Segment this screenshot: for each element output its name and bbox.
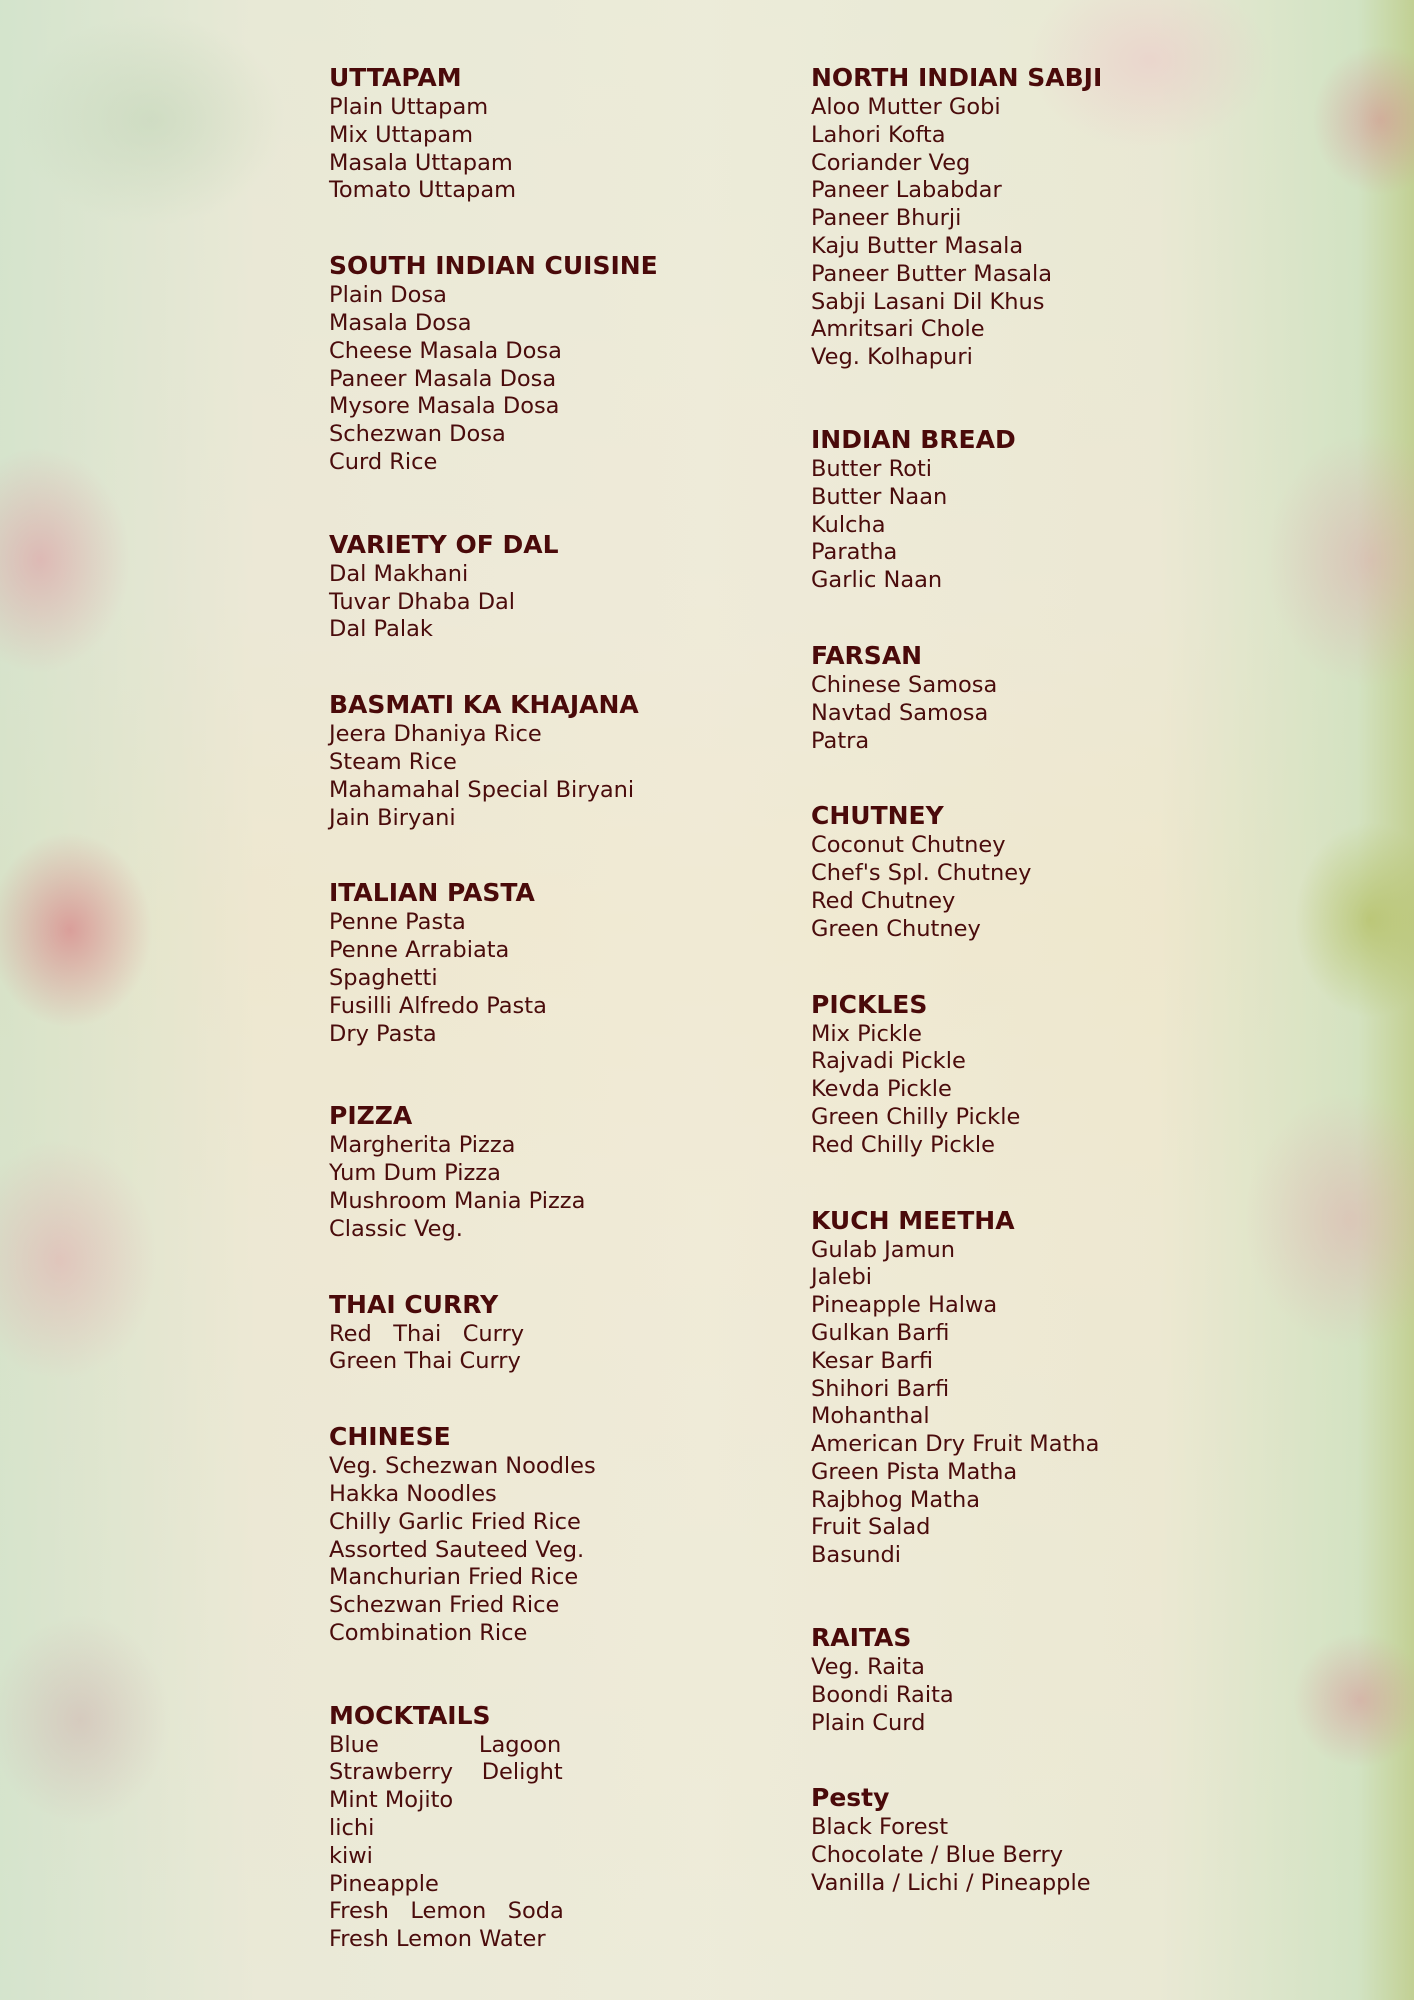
menu-item: Navtad Samosa xyxy=(811,699,989,726)
menu-item: Tuvar Dhaba Dal xyxy=(329,588,516,615)
menu-item: Green Thai Curry xyxy=(329,1348,521,1375)
menu-item: Jalebi xyxy=(811,1264,873,1291)
menu-item: Paneer Lababdar xyxy=(811,177,1002,204)
menu-item: Veg. Raita xyxy=(811,1654,925,1681)
menu-item: Tomato Uttapam xyxy=(329,177,517,204)
menu-item: Mint Mojito xyxy=(329,1787,454,1814)
menu-column-right xyxy=(811,62,1251,1898)
menu-item: Green Chutney xyxy=(811,915,981,942)
menu-item: Patra xyxy=(811,727,870,754)
menu-section xyxy=(329,62,769,205)
section-heading: UTTAPAM xyxy=(329,63,462,92)
menu-item: Red Chutney xyxy=(811,887,956,914)
menu-item: Cheese Masala Dosa xyxy=(329,337,562,364)
menu-item: Kaju Butter Masala xyxy=(811,232,1024,259)
menu-item: Green Chilly Pickle xyxy=(811,1103,1021,1130)
menu-section xyxy=(811,989,1251,1160)
menu-item: Gulab Jamun xyxy=(811,1236,956,1263)
menu-section xyxy=(329,1100,769,1243)
menu-item: Steam Rice xyxy=(329,748,457,775)
menu-section xyxy=(329,877,769,1048)
menu-item: Plain Curd xyxy=(811,1709,926,1736)
menu-item: Amritsari Chole xyxy=(811,316,985,343)
menu-section xyxy=(329,250,769,477)
menu-item: Pineapple xyxy=(329,1870,439,1897)
menu-item: Basundi xyxy=(811,1542,901,1569)
menu-item: Kesar Barfi xyxy=(811,1347,934,1374)
section-heading: FARSAN xyxy=(811,640,923,670)
menu-item: Penne Pasta xyxy=(329,909,466,936)
menu-item: Mix Pickle xyxy=(811,1020,922,1047)
section-heading: SOUTH INDIAN CUISINE xyxy=(329,251,658,281)
menu-item: Green Pista Matha xyxy=(811,1458,1018,1485)
menu-item: Plain Dosa xyxy=(329,282,447,309)
menu-item: Chef's Spl. Chutney xyxy=(811,860,1032,887)
menu-column-left xyxy=(329,62,769,1954)
menu-item: Classic Veg. xyxy=(329,1215,463,1242)
menu-item: Kulcha xyxy=(811,511,886,538)
menu-item: Dal Makhani xyxy=(329,560,469,587)
section-heading: BASMATI KA KHAJANA xyxy=(329,690,639,720)
menu-item: Chilly Garlic Fried Rice xyxy=(329,1508,581,1535)
section-heading: CHINESE xyxy=(329,1422,451,1452)
menu-item: Veg. Kolhapuri xyxy=(811,344,973,371)
menu-item: Red Chilly Pickle xyxy=(811,1131,995,1158)
menu-item: Veg. Schezwan Noodles xyxy=(329,1453,596,1480)
menu-item: Mahamahal Special Biryani xyxy=(329,776,635,803)
menu-item: Butter Naan xyxy=(811,483,948,510)
section-heading: PIZZA xyxy=(329,1101,413,1131)
menu-item: Dry Pasta xyxy=(329,1020,437,1047)
menu-item: Margherita Pizza xyxy=(329,1132,516,1159)
menu-item: Chocolate / Blue Berry xyxy=(811,1842,1064,1869)
menu-item: Rajbhog Matha xyxy=(811,1486,980,1513)
menu-item: Paratha xyxy=(811,539,898,566)
menu-item: Schezwan Dosa xyxy=(329,421,506,448)
menu-item: Spaghetti xyxy=(329,964,438,991)
menu-item: Coriander Veg xyxy=(811,149,971,176)
menu-item: Mushroom Mania Pizza xyxy=(329,1187,586,1214)
menu-section xyxy=(811,800,1251,943)
section-heading: Pesty xyxy=(811,1783,890,1813)
section-heading: RAITAS xyxy=(811,1623,912,1653)
menu-item: Blue Lagoon xyxy=(329,1731,562,1758)
menu-item: Vanilla / Lichi / Pineapple xyxy=(811,1870,1091,1897)
menu-section xyxy=(329,1421,769,1648)
menu-section xyxy=(811,424,1251,595)
menu-section xyxy=(811,1205,1251,1571)
menu-item: Fresh Lemon Soda xyxy=(329,1898,564,1925)
section-heading: THAI CURRY xyxy=(329,1289,499,1319)
section-heading: KUCH MEETHA xyxy=(811,1205,1015,1235)
menu-item: Garlic Naan xyxy=(811,567,943,594)
menu-item: Mohanthal xyxy=(811,1403,930,1430)
section-heading: CHUTNEY xyxy=(811,801,944,831)
menu-item: Fresh Lemon Water xyxy=(329,1926,546,1953)
menu-item: Jain Biryani xyxy=(329,804,456,831)
menu-item: Plain Uttapam xyxy=(329,94,489,120)
section-heading: VARIETY OF DAL xyxy=(329,529,559,559)
menu-item: Chinese Samosa xyxy=(811,671,998,698)
menu-item: Jeera Dhaniya Rice xyxy=(329,721,542,748)
menu-item: Sabji Lasani Dil Khus xyxy=(811,288,1045,315)
section-heading: ITALIAN PASTA xyxy=(329,878,535,908)
menu-section xyxy=(811,1622,1251,1737)
menu-item: Coconut Chutney xyxy=(811,832,1006,859)
menu-section xyxy=(811,1782,1251,1897)
menu-item: Butter Roti xyxy=(811,455,933,482)
menu-item: Red Thai Curry xyxy=(329,1320,525,1347)
menu-item: Combination Rice xyxy=(329,1619,528,1646)
menu-item: Strawberry Delight xyxy=(329,1759,563,1786)
menu-section xyxy=(329,689,769,832)
menu-item: Mix Uttapam xyxy=(329,121,474,148)
menu-item: Aloo Mutter Gobi xyxy=(811,94,1001,120)
menu-item: Masala Dosa xyxy=(329,309,472,336)
menu-item: Lahori Kofta xyxy=(811,121,946,148)
menu-section xyxy=(329,1289,769,1377)
menu-item: Curd Rice xyxy=(329,448,438,475)
menu-item: Yum Dum Pizza xyxy=(329,1160,501,1187)
menu-section xyxy=(329,529,769,644)
menu-item: Masala Uttapam xyxy=(329,149,513,176)
menu-item: Fusilli Alfredo Pasta xyxy=(329,992,547,1019)
menu-item: Assorted Sauteed Veg. xyxy=(329,1536,585,1563)
menu-item: Paneer Masala Dosa xyxy=(329,365,557,392)
menu-item: American Dry Fruit Matha xyxy=(811,1431,1100,1458)
menu-item: Kevda Pickle xyxy=(811,1076,952,1103)
menu-item: Hakka Noodles xyxy=(329,1480,497,1507)
menu-item: Rajvadi Pickle xyxy=(811,1048,966,1075)
menu-item: Paneer Butter Masala xyxy=(811,260,1053,287)
menu-item: Pineapple Halwa xyxy=(811,1292,998,1319)
menu-section xyxy=(811,62,1251,372)
section-heading: PICKLES xyxy=(811,989,928,1019)
menu-item: Fruit Salad xyxy=(811,1514,931,1541)
menu-item: kiwi xyxy=(329,1842,373,1869)
menu-item: Schezwan Fried Rice xyxy=(329,1592,560,1619)
menu-item: Boondi Raita xyxy=(811,1681,954,1708)
menu-item: Paneer Bhurji xyxy=(811,205,962,232)
menu-item: Mysore Masala Dosa xyxy=(329,393,560,420)
menu-item: Manchurian Fried Rice xyxy=(329,1564,579,1591)
menu-item: Shihori Barfi xyxy=(811,1375,950,1402)
menu-item: Black Forest xyxy=(811,1814,949,1841)
section-heading: MOCKTAILS xyxy=(329,1700,491,1730)
menu-item: lichi xyxy=(329,1815,375,1842)
section-heading: NORTH INDIAN SABJI xyxy=(811,63,1103,92)
menu-section xyxy=(329,1700,769,1954)
section-heading: INDIAN BREAD xyxy=(811,424,1016,454)
menu-section xyxy=(811,640,1251,755)
menu-item: Gulkan Barfi xyxy=(811,1319,950,1346)
menu-item: Penne Arrabiata xyxy=(329,937,510,964)
menu-item: Dal Palak xyxy=(329,616,433,643)
